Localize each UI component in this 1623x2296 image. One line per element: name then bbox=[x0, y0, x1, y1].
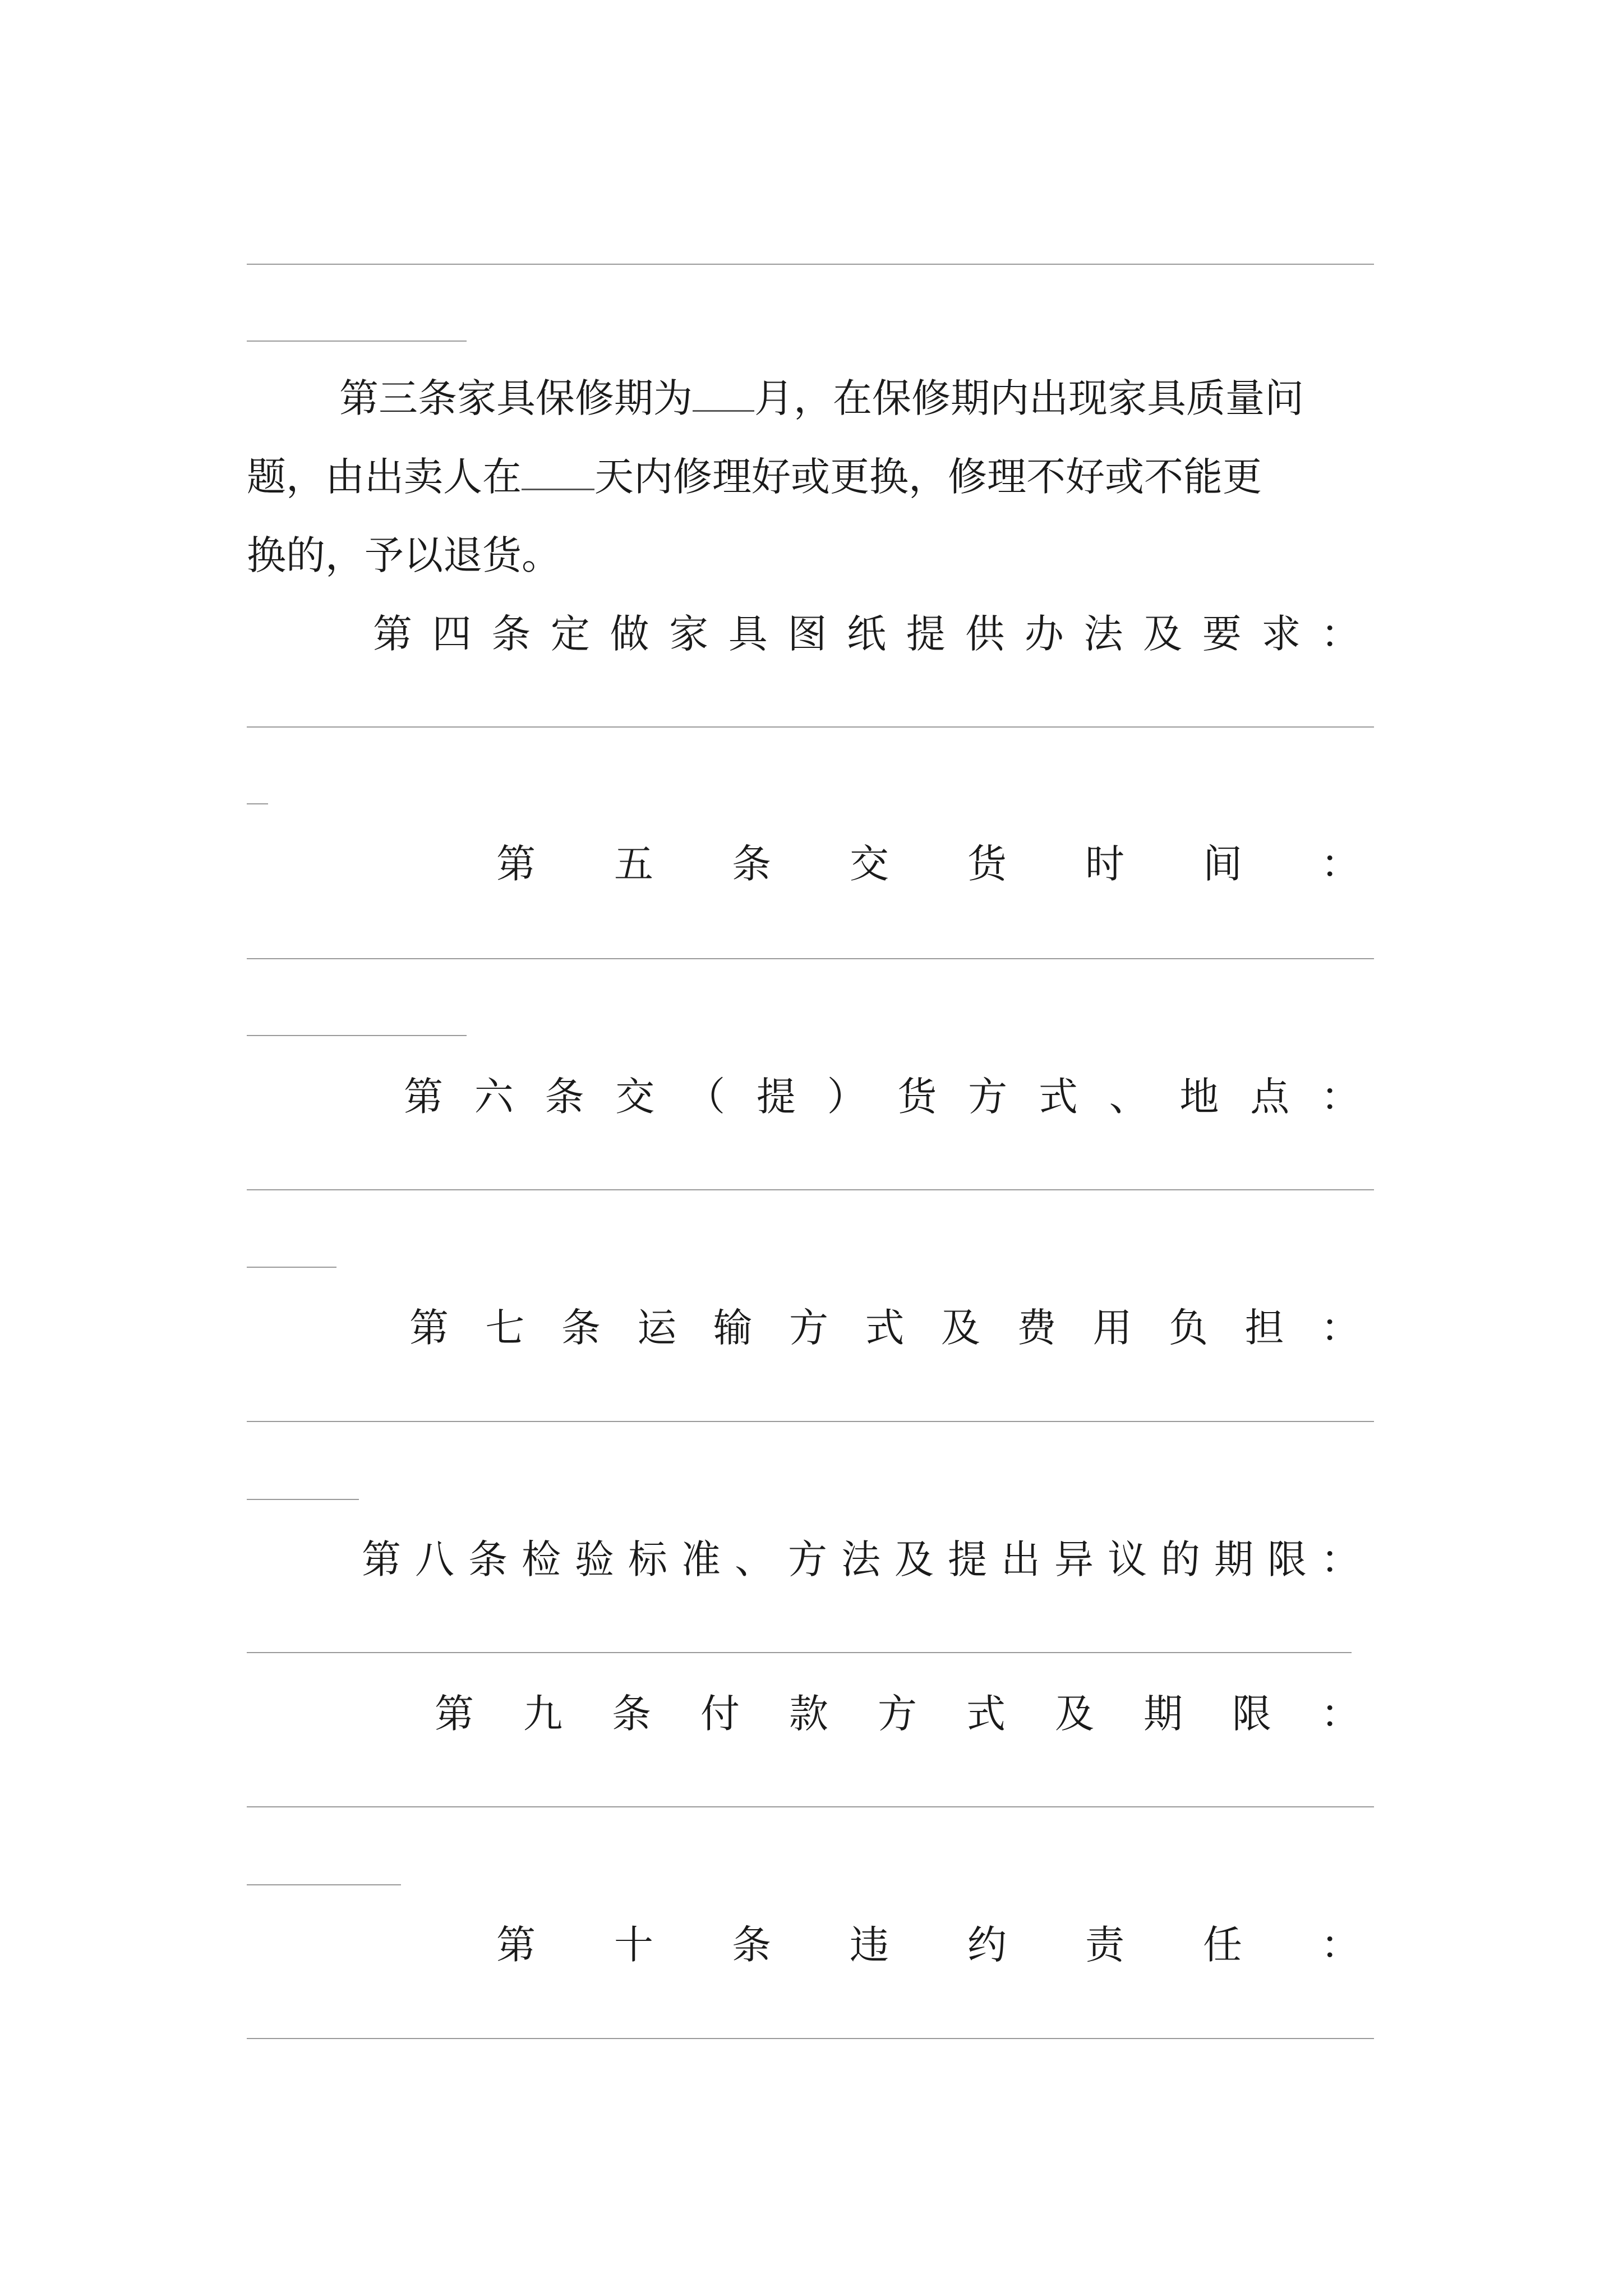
heading-char: 负 bbox=[1169, 1305, 1209, 1351]
heading-char: 第 bbox=[496, 841, 536, 887]
fill-line bbox=[247, 958, 1374, 959]
heading-char: 及 bbox=[940, 1305, 980, 1351]
heading-char: 的 bbox=[1161, 1536, 1200, 1582]
fill-line bbox=[247, 1189, 1374, 1190]
heading-char: 第 bbox=[409, 1305, 449, 1351]
heading-char: ： bbox=[1321, 1536, 1360, 1582]
heading-char: 约 bbox=[967, 1922, 1007, 1968]
heading-char: 、 bbox=[1109, 1074, 1149, 1120]
heading-char: 及 bbox=[1143, 611, 1183, 657]
blank-days bbox=[522, 452, 594, 490]
heading-char: 出 bbox=[1001, 1536, 1040, 1582]
heading-char: 条 bbox=[732, 1922, 771, 1968]
article-9-heading bbox=[435, 1688, 1360, 1739]
heading-char: 十 bbox=[614, 1922, 653, 1968]
heading-char: 六 bbox=[474, 1074, 514, 1120]
heading-char: 间 bbox=[1203, 841, 1242, 887]
heading-char: （ bbox=[686, 1074, 726, 1120]
heading-char: 违 bbox=[850, 1922, 889, 1968]
heading-char: 货 bbox=[897, 1074, 937, 1120]
fill-line bbox=[247, 264, 1374, 265]
heading-char: 方 bbox=[789, 1305, 829, 1351]
heading-char: ： bbox=[1321, 611, 1360, 657]
article-3-text: 题，由出卖人在 bbox=[247, 454, 522, 500]
heading-char: 检 bbox=[522, 1536, 561, 1582]
heading-char: 时 bbox=[1085, 841, 1124, 887]
heading-char: ： bbox=[1321, 1691, 1360, 1737]
heading-char: 条 bbox=[732, 841, 771, 887]
heading-char: 纸 bbox=[847, 611, 886, 657]
heading-char: 条 bbox=[491, 611, 531, 657]
heading-char: 付 bbox=[700, 1691, 740, 1737]
heading-char: 提 bbox=[906, 611, 946, 657]
heading-char: ： bbox=[1321, 841, 1360, 887]
heading-char: 家 bbox=[669, 611, 709, 657]
heading-char: 用 bbox=[1092, 1305, 1132, 1351]
heading-char: 任 bbox=[1203, 1922, 1242, 1968]
heading-char: 定 bbox=[550, 611, 590, 657]
heading-char: 提 bbox=[948, 1536, 987, 1582]
heading-char: ： bbox=[1320, 1305, 1360, 1351]
fill-line bbox=[247, 726, 1374, 728]
heading-char: 交 bbox=[850, 841, 889, 887]
fill-line bbox=[247, 1035, 467, 1036]
heading-char: 及 bbox=[895, 1536, 934, 1582]
heading-char: 具 bbox=[728, 611, 768, 657]
blank-months bbox=[693, 373, 754, 412]
fill-line bbox=[247, 2038, 1374, 2039]
heading-char: 式 bbox=[1038, 1074, 1078, 1120]
fill-line bbox=[247, 1652, 1352, 1653]
heading-char: 期 bbox=[1214, 1536, 1253, 1582]
heading-char: 限 bbox=[1267, 1536, 1307, 1582]
heading-char: 第 bbox=[362, 1536, 401, 1582]
article-3-text: 换的，予以退货。 bbox=[247, 532, 561, 578]
heading-char: 担 bbox=[1244, 1305, 1284, 1351]
heading-char: 货 bbox=[967, 841, 1007, 887]
heading-char: 第 bbox=[496, 1922, 536, 1968]
heading-char: 法 bbox=[1083, 611, 1123, 657]
fill-line bbox=[247, 1267, 336, 1268]
heading-char: 异 bbox=[1054, 1536, 1094, 1582]
heading-char: 验 bbox=[575, 1536, 614, 1582]
heading-char: 七 bbox=[485, 1305, 525, 1351]
heading-char: ： bbox=[1320, 1074, 1360, 1120]
heading-char: 条 bbox=[561, 1305, 601, 1351]
article-3-line-2 bbox=[247, 452, 1385, 502]
heading-char: 五 bbox=[614, 841, 653, 887]
heading-char: 第 bbox=[373, 611, 412, 657]
heading-char: 议 bbox=[1108, 1536, 1147, 1582]
heading-char: 式 bbox=[865, 1305, 905, 1351]
heading-char: 标 bbox=[628, 1536, 667, 1582]
fill-line bbox=[247, 341, 467, 342]
heading-char: 限 bbox=[1232, 1691, 1271, 1737]
heading-char: 期 bbox=[1144, 1691, 1183, 1737]
heading-char: 图 bbox=[787, 611, 827, 657]
heading-char: 做 bbox=[610, 611, 649, 657]
fill-line bbox=[247, 803, 268, 804]
heading-char: 第 bbox=[435, 1691, 474, 1737]
heading-char: 责 bbox=[1085, 1922, 1124, 1968]
article-4-heading bbox=[373, 609, 1360, 659]
heading-char: 准 bbox=[681, 1536, 721, 1582]
article-3-text: 月，在保修期内出现家具质量问 bbox=[754, 375, 1304, 421]
heading-char: 运 bbox=[637, 1305, 677, 1351]
heading-char: 方 bbox=[788, 1536, 827, 1582]
article-3-line-3 bbox=[247, 530, 1385, 581]
heading-char: 方 bbox=[968, 1074, 1008, 1120]
article-6-heading bbox=[404, 1071, 1360, 1122]
article-8-heading bbox=[362, 1534, 1360, 1585]
article-7-heading bbox=[409, 1303, 1360, 1353]
heading-char: 求 bbox=[1261, 611, 1301, 657]
fill-line bbox=[247, 1806, 1374, 1807]
heading-char: 、 bbox=[735, 1536, 774, 1582]
heading-char: 地 bbox=[1179, 1074, 1219, 1120]
fill-line bbox=[247, 1421, 1374, 1422]
heading-char: 第 bbox=[404, 1074, 443, 1120]
fill-line bbox=[247, 1499, 359, 1500]
article-5-heading bbox=[496, 839, 1360, 889]
heading-char: 九 bbox=[523, 1691, 562, 1737]
heading-char: 条 bbox=[545, 1074, 584, 1120]
heading-char: 款 bbox=[789, 1691, 828, 1737]
heading-char: 费 bbox=[1017, 1305, 1057, 1351]
heading-char: 方 bbox=[878, 1691, 917, 1737]
heading-char: ： bbox=[1321, 1922, 1360, 1968]
heading-char: 条 bbox=[468, 1536, 508, 1582]
article-3-text: 天内修理好或更换，修理不好或不能更 bbox=[594, 454, 1262, 500]
heading-char: 交 bbox=[615, 1074, 655, 1120]
heading-char: 办 bbox=[1024, 611, 1064, 657]
article-3-text: 第三条家具保修期为 bbox=[339, 375, 693, 421]
heading-char: 提 bbox=[756, 1074, 796, 1120]
heading-char: 供 bbox=[965, 611, 1005, 657]
heading-char: ） bbox=[827, 1074, 866, 1120]
heading-char: 法 bbox=[841, 1536, 880, 1582]
article-10-heading bbox=[496, 1920, 1360, 1970]
heading-char: 要 bbox=[1202, 611, 1242, 657]
fill-line bbox=[247, 1884, 401, 1885]
article-3-line-1 bbox=[339, 373, 1394, 424]
heading-char: 点 bbox=[1250, 1074, 1290, 1120]
heading-char: 条 bbox=[612, 1691, 651, 1737]
heading-char: 八 bbox=[415, 1536, 454, 1582]
heading-char: 及 bbox=[1055, 1691, 1094, 1737]
heading-char: 四 bbox=[432, 611, 472, 657]
heading-char: 输 bbox=[713, 1305, 753, 1351]
heading-char: 式 bbox=[966, 1691, 1006, 1737]
